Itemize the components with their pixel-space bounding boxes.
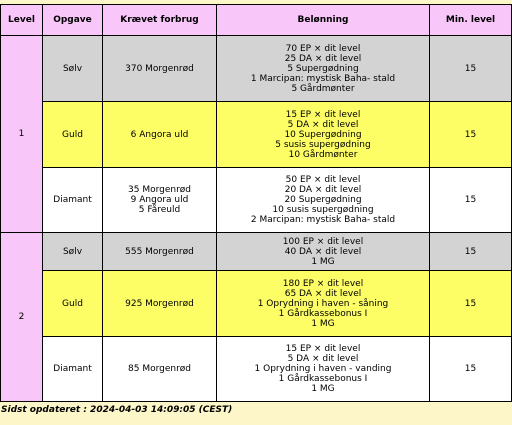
reward-line: 5 susis supergødning (275, 139, 371, 150)
cost-cell (103, 271, 217, 337)
min-level-cell: 15 (430, 233, 512, 271)
reward-line: 5 DA × dit level (287, 119, 359, 130)
cost-cell (103, 36, 217, 102)
reward-line: 1 Oprydning i haven - vanding (254, 364, 392, 374)
reward-cell (217, 168, 430, 233)
reward-line: 1 MG (311, 384, 335, 394)
task-cell: Sølv (43, 36, 103, 102)
reward-line: 5 DA × dit level (287, 354, 359, 364)
cost-cell (103, 337, 217, 402)
cost-cell (103, 168, 217, 233)
min-level-cell: 15 (430, 271, 512, 337)
reward-line: 1 Gårdkassebonus I (278, 374, 368, 384)
header-row (1, 5, 512, 36)
reward-line: 5 Gårdmønter (291, 83, 355, 94)
reward-line: 40 DA × dit level (284, 246, 362, 257)
reward-cell (217, 36, 430, 102)
reward-line: 1 Marcipan: mystisk Baha- stald (250, 73, 396, 84)
reward-line: 70 EP × dit level (285, 43, 361, 54)
reward-line: 20 Supergødning (284, 195, 362, 205)
reward-cell (217, 102, 430, 168)
table-row (1, 168, 512, 233)
task-cell: Guld (43, 102, 103, 168)
task-cell: Guld (43, 271, 103, 337)
column-header-min-level: Min. level (430, 5, 512, 36)
level-cell: 1 (1, 36, 43, 233)
reward-line: 1 Oprydning i haven - såning (257, 298, 389, 309)
column-header-task: Opgave (43, 5, 103, 36)
reward-line: 15 EP × dit level (285, 344, 361, 354)
cost-line: 370 Morgenrød (125, 63, 194, 74)
task-cell: Diamant (43, 168, 103, 233)
table-row (1, 36, 512, 102)
min-level-cell: 15 (430, 36, 512, 102)
column-header-level: Level (1, 5, 43, 36)
cost-line: 6 Angora uld (130, 129, 189, 140)
table-row (1, 102, 512, 168)
min-level-cell: 15 (430, 102, 512, 168)
reward-line: 50 EP × dit level (285, 175, 361, 185)
rewards-table (0, 4, 512, 402)
cost-line: 9 Angora uld (130, 195, 189, 205)
level-cell: 2 (1, 233, 43, 402)
cost-cell (103, 102, 217, 168)
last-updated: Sidst opdateret : 2024-04-03 14:09:05 (CEST) (1, 405, 233, 415)
reward-cell (217, 337, 430, 402)
cost-cell (103, 233, 217, 271)
reward-cell (217, 271, 430, 337)
cost-line: 555 Morgenrød (125, 246, 194, 257)
cost-line: 85 Morgenrød (128, 364, 191, 374)
reward-line: 1 MG (311, 318, 335, 329)
min-level-cell: 15 (430, 337, 512, 402)
reward-line: 100 EP × dit level (282, 236, 364, 247)
reward-line: 1 MG (311, 256, 335, 267)
cost-line: 5 Fåreuld (138, 205, 181, 215)
reward-line: 25 DA × dit level (284, 53, 362, 64)
cost-line: 35 Morgenrød (128, 185, 191, 195)
reward-line: 20 DA × dit level (284, 185, 362, 195)
reward-line: 10 Gårdmønter (288, 149, 358, 160)
column-header-cost: Krævet forbrug (103, 5, 217, 36)
cost-line: 925 Morgenrød (125, 298, 194, 309)
reward-line: 15 EP × dit level (285, 109, 361, 120)
table-row (1, 271, 512, 337)
column-header-reward: Belønning (217, 5, 430, 36)
table-row (1, 233, 512, 271)
reward-line: 1 Gårdkassebonus I (278, 308, 368, 319)
table-body (1, 36, 512, 402)
reward-line: 5 Supergødning (287, 63, 359, 74)
task-cell: Diamant (43, 337, 103, 402)
reward-line: 10 susis supergødning (272, 205, 374, 215)
reward-line: 180 EP × dit level (282, 278, 364, 289)
reward-line: 10 Supergødning (284, 129, 362, 140)
reward-cell (217, 233, 430, 271)
task-cell: Sølv (43, 233, 103, 271)
min-level-cell: 15 (430, 168, 512, 233)
reward-line: 65 DA × dit level (284, 288, 362, 299)
table-row (1, 337, 512, 402)
reward-line: 2 Marcipan: mystisk Baha- stald (250, 215, 396, 225)
